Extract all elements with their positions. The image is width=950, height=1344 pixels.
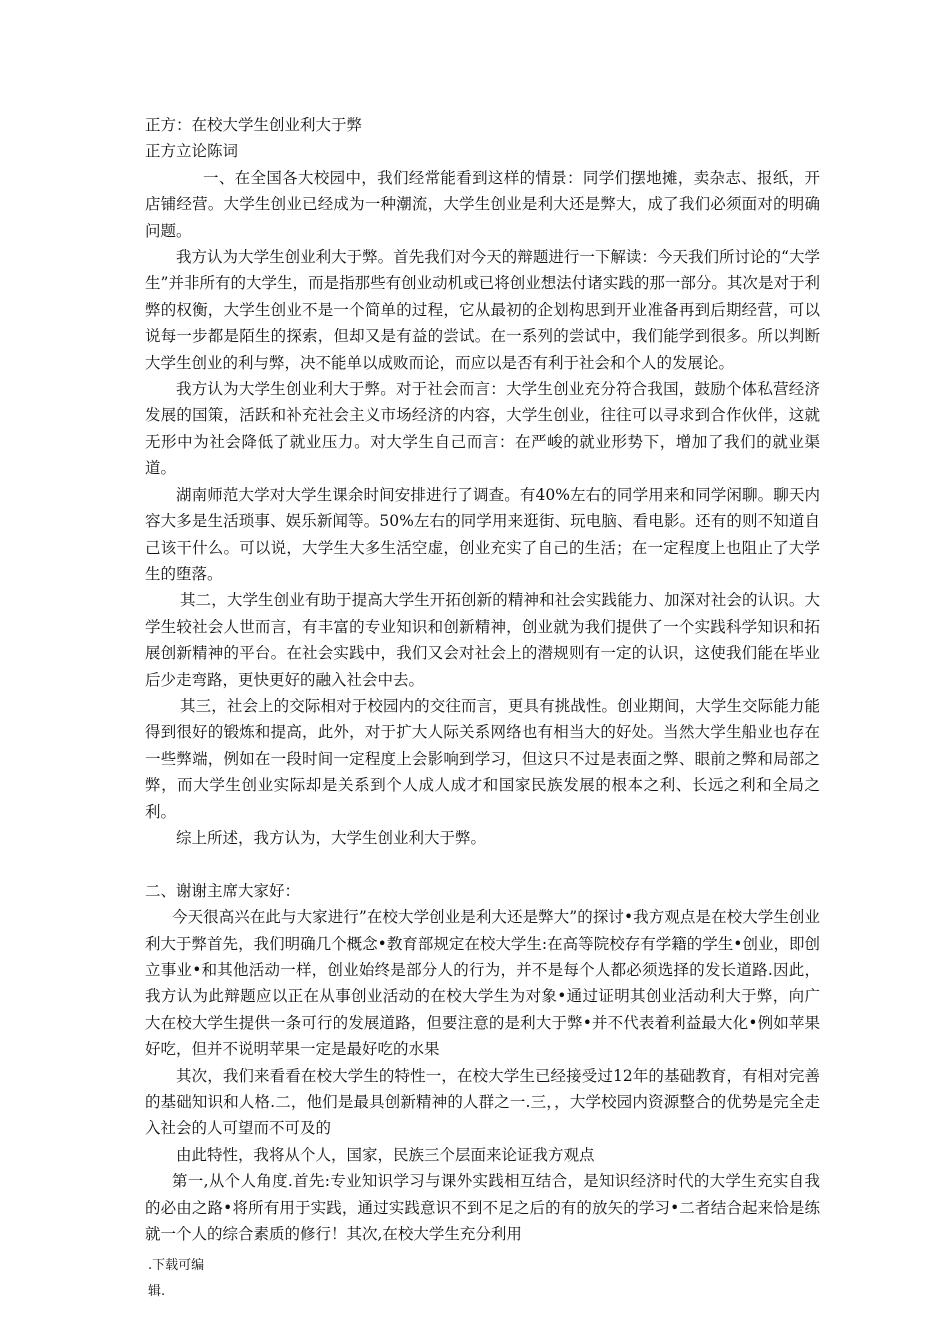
page-footer [148, 1253, 204, 1305]
section-heading: 二、谢谢主席大家好： [145, 881, 301, 900]
paragraph: 湖南师范大学对大学生课余时间安排进行了调查。有40%左右的同学用来和同学闲聊。聊天内容大多是生活琐事、娱乐新闻等。50%左右的同学用来逛街、玩电脑、看电影。还有的则不知道自己该干什么。可以说，大学生大多生活空虚，创业充实了自己的生活；在一定程度上也阻止了大学生的堕落。 [145, 485, 820, 583]
paragraph: 第一,从个人角度.首先:专业知识学习与课外实践相互结合，是知识经济时代的大学生充实自我的必由之路•将所有用于实践，通过实践意识不到不足之后的有的放矢的学习•二者结合起来恰是练就一个人的综合素质的修行！其次,在校大学生充分利用 [145, 1172, 820, 1244]
paragraph: 综上所述，我方认为，大学生创业利大于弊。 [176, 828, 487, 847]
document-title: 正方：在校大学生创业利大于弊 [145, 116, 363, 134]
paragraph: 其二，大学生创业有助于提高大学生开拓创新的精神和社会实践能力、加深对社会的认识。大学生较社会人世而言，有丰富的专业知识和创新精神，创业就为我们提供了一个实践科学知识和拓展创新精神的平台。在社会实践中，我们又会对社会上的潜规则有一定的认识，这使我们能在毕业后少走弯路，更快更好的融入社会中去。 [145, 591, 820, 689]
paragraph: 由此特性，我将从个人，国家，民族三个层面来论证我方观点 [176, 1145, 595, 1164]
document-subtitle: 正方立论陈词 [145, 142, 239, 161]
document-body [145, 112, 820, 1247]
paragraph: 其次，我们来看看在校大学生的特性一，在校大学生已经接受过12年的基础教育，有相对完善的基础知识和人格.二，他们是最具创新精神的人群之一.三，，大学校园内资源整合的优势是完全走入社会的人可望而不可及的 [145, 1066, 820, 1138]
blank-line [145, 851, 820, 877]
footer-line: 辑. [148, 1284, 166, 1299]
paragraph: 其三，社会上的交际相对于校园内的交往而言，更具有挑战性。创业期间，大学生交际能力能得到很好的锻炼和提高，此外，对于扩大人际关系网络也有相当大的好处。当然大学生船业也存在一些弊端，例如在一段时间一定程度上会影响到学习，但这只不过是表面之弊、眼前之弊和局部之弊，而大学生创业实际却是关系到个人成人成才和国家民族发展的根本之利、长远之利和全局之利。 [145, 696, 820, 821]
footer-line: .下载可编 [148, 1258, 205, 1273]
paragraph: 一、在全国各大校园中，我们经常能看到这样的情景：同学们摆地摊，卖杂志、报纸，开店铺经营。大学生创业已经成为一种潮流，大学生创业是利大还是弊大，成了我们必须面对的明确问题。 [145, 168, 820, 240]
paragraph: 我方认为大学生创业利大于弊。对于社会而言：大学生创业充分符合我国，鼓励个体私营经济发展的国策，活跃和补充社会主义市场经济的内容，大学生创业，往往可以寻求到合作伙伴，这就无形中为社会降低了就业压力。对大学生自己而言：在严峻的就业形势下，增加了我们的就业渠道。 [145, 380, 820, 478]
paragraph: 今天很高兴在此与大家进行”在校大学创业是利大还是弊大”的探讨•我方观点是在校大学生创业利大于弊首先，我们明确几个概念•教育部规定在校大学生:在高等院校存有学籍的学生•创业，即创立事业•和其他活动一样，创业始终是部分人的行为，并不是每个人都必须选择的发长道路.因此，我方认为此辩题应以正在从事创业活动的在校大学生为对象•通过证明其创业活动利大于弊，向广大在校大学生提供一条可行的发展道路，但要注意的是利大于弊•并不代表着利益最大化•例如苹果好吃，但并不说明苹果一定是最好吃的水果 [145, 908, 820, 1059]
paragraph: 我方认为大学生创业利大于弊。首先我们对今天的辩题进行一下解读：今天我们所讨论的“大学生”并非所有的大学生，而是指那些有创业动机或已将创业想法付诸实践的那一部分。其次是对于利弊的权衡，大学生创业不是一个简单的过程，它从最初的企划构思到开业准备再到后期经营，可以说每一步都是陌生的探索，但却又是有益的尝试。在一系列的尝试中，我们能学到很多。所以判断大学生创业的利与弊，决不能单以成败而论，而应以是否有利于社会和个人的发展论。 [145, 248, 820, 372]
